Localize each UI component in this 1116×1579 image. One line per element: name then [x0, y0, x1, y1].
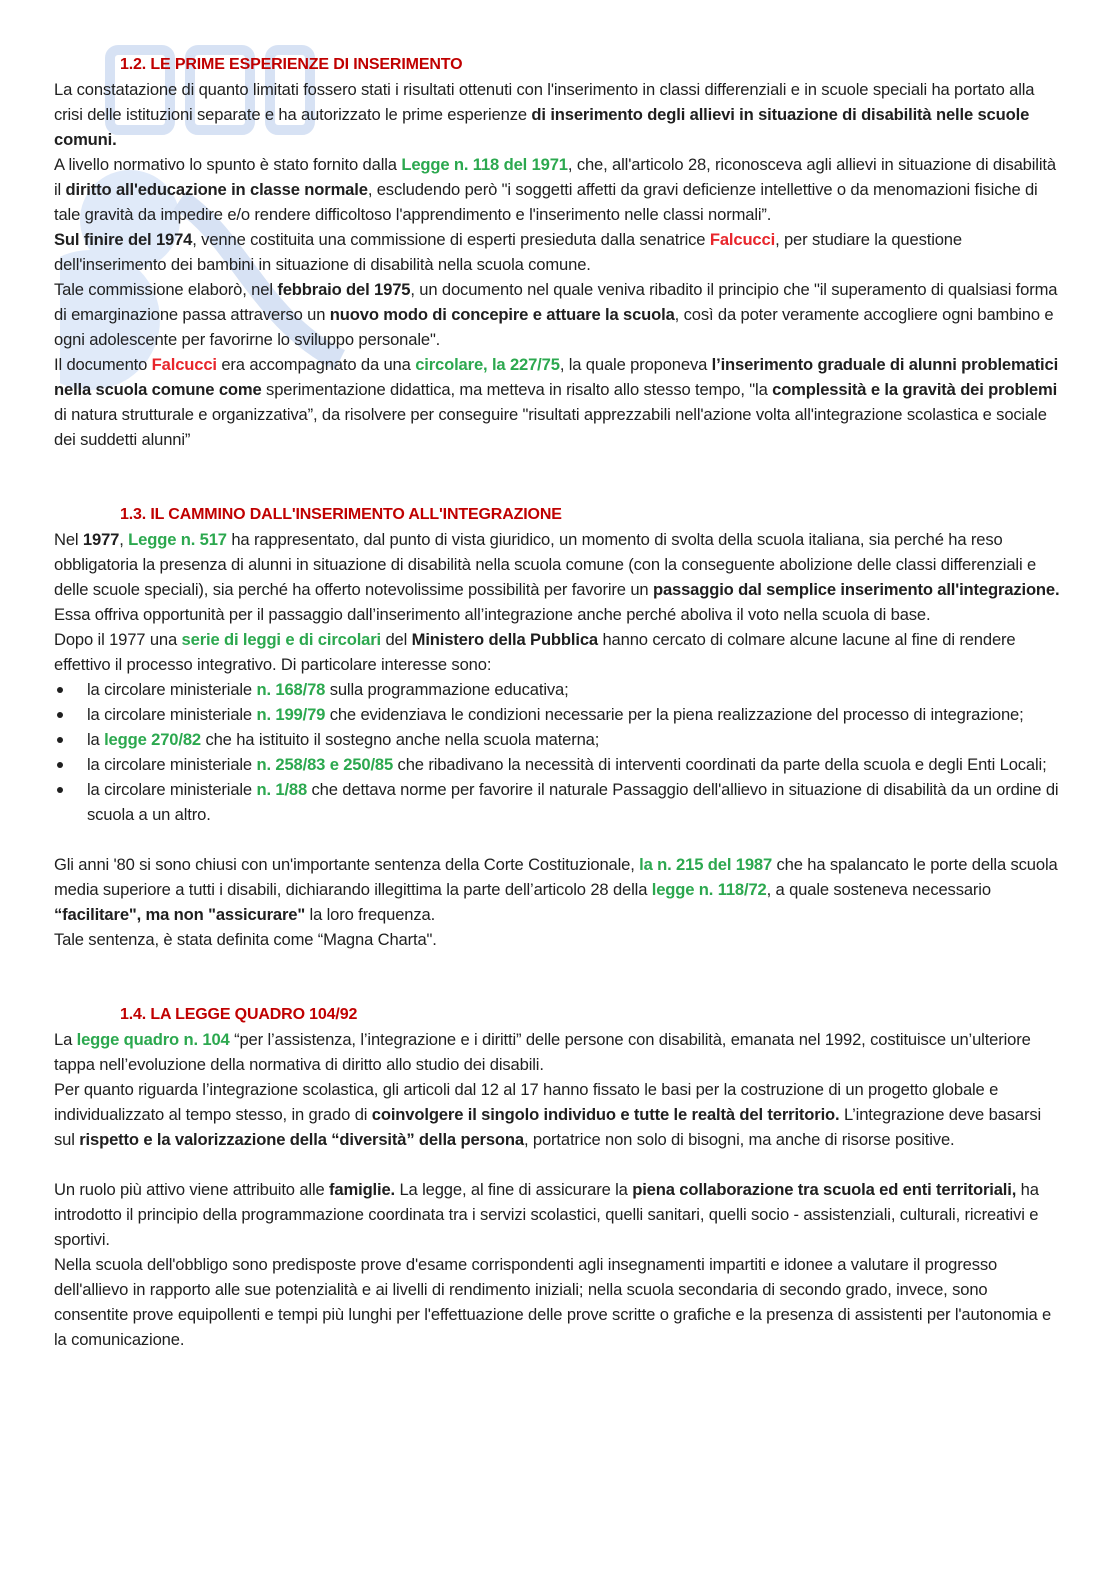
paragraph: Il documento Falcucci era accompagnato da una circolare, la 227/75, la quale proponeva l’inserimento graduale di alunni problematici nella scuola comune come sperimentazione didattica, ma metteva in risalto allo stesso tempo, "la complessità e la gravità dei problemi di natura strutturale e organizzativa”, da risolvere per conseguire "risultati apprezzabili nell'azione volta all'integrazione scolastica e sociale dei suddetti alunni” [54, 355, 1059, 449]
bullet-icon [57, 687, 63, 693]
paragraph: Dopo il 1977 una serie di leggi e di circolari del Ministero della Pubblica hanno cercato di colmare alcune lacune al fine di rendere effettivo il processo integrativo. Di particolare interesse sono: [54, 630, 1016, 674]
bullet-icon [57, 737, 63, 743]
paragraph: Essa offriva opportunità per il passaggio dall’inserimento all’integrazione anche perché aboliva il voto nella scuola di base. [54, 605, 931, 624]
bullet-icon [57, 762, 63, 768]
paragraph: Un ruolo più attivo viene attribuito alle famiglie. La legge, al fine di assicurare la piena collaborazione tra scuola ed enti territoriali, ha introdotto il principio della programmazione coordinata tra i servizi scolastici, quelli sanitari, quelli socio - assistenziali, culturali, ricreativi e sportivi. [54, 1180, 1039, 1249]
law-reference: legge quadro n. 104 [76, 1030, 230, 1049]
name-highlight: Falcucci [151, 355, 217, 374]
paragraph: Nella scuola dell'obbligo sono predisposte prove d'esame corrispondenti agli insegnamenti impartiti e idonee a valutare il progresso dell'allievo in rapporto alle sue potenzialità e ai livelli di rendimento iniziali; nella scuola secondaria di secondo grado, invece, sono consentite prove equipollenti e tempi più lunghi per l'effettuazione delle prove scritte o grafiche e la presenza di assistenti per l'autonomia e la comunicazione. [54, 1255, 1052, 1349]
law-reference: Legge n. 517 [128, 530, 227, 549]
bullet-icon [57, 787, 63, 793]
list-item: la circolare ministeriale n. 168/78 sulla programmazione educativa; [54, 677, 1064, 702]
law-reference: Legge n. 118 del 1971 [401, 155, 568, 174]
law-reference: legge 270/82 [104, 730, 201, 749]
list-item: la circolare ministeriale n. 1/88 che dettava norme per favorire il naturale Passaggio dell'allievo in situazione di disabilità da un ordine di scuola a un altro. [54, 777, 1064, 827]
law-reference: legge n. 118/72 [651, 880, 767, 899]
list-item: la legge 270/82 che ha istituito il sostegno anche nella scuola materna; [54, 727, 1064, 752]
law-reference: n. 168/78 [256, 680, 326, 699]
bullet-icon [57, 712, 63, 718]
document-page [54, 52, 1064, 1352]
paragraph: Gli anni '80 si sono chiusi con un'importante sentenza della Corte Costituzionale, la n. 215 del 1987 che ha spalancato le porte della scuola media superiore a tutti i disabili, dichiarando illegittima la parte dell’articolo 28 della legge n. 118/72, a quale sosteneva necessario “facilitare", ma non "assicurare" la loro frequenza. [54, 855, 1058, 924]
section-heading-1-2: 1.2. LE PRIME ESPERIENZE DI INSERIMENTO [120, 56, 463, 73]
law-reference: n. 1/88 [256, 780, 308, 799]
law-reference: la n. 215 del 1987 [639, 855, 773, 874]
law-reference: n. 258/83 e 250/85 [256, 755, 394, 774]
law-reference: circolare, la 227/75 [415, 355, 560, 374]
paragraph: La constatazione di quanto limitati fossero stati i risultati ottenuti con l'inserimento in classi differenziali e in scuole speciali ha portato alla crisi delle istituzioni separate e ha autorizzato le prime esperienze di inserimento degli allievi in situazione di disabilità nelle scuole comuni. [54, 80, 1035, 149]
paragraph: Nel 1977, Legge n. 517 ha rappresentato, dal punto di vista giuridico, un momento di svolta della scuola italiana, sia perché ha reso obbligatoria la presenza di alunni in situazione di disabilità nella scuola comune (con la conseguente abolizione delle classi differenziali e delle scuole speciali), sia perché ha offerto notevolissime possibilità per favorire un passaggio dal semplice inserimento all'integrazione. [54, 530, 1060, 599]
paragraph: Tale commissione elaborò, nel febbraio del 1975, un documento nel quale veniva ribadito il principio che "il superamento di qualsiasi forma di emarginazione passa attraverso un nuovo modo di concepire e attuare la scuola, così da poter veramente accogliere ogni bambino e ogni adolescente per favorirne lo sviluppo personale". [54, 280, 1058, 349]
paragraph: Per quanto riguarda l’integrazione scolastica, gli articoli dal 12 al 17 hanno fissato le basi per la costruzione di un progetto globale e individualizzato al tempo stesso, in grado di coinvolgere il singolo individuo e tutte le realtà del territorio. L’integrazione deve basarsi sul rispetto e la valorizzazione della “diversità” della persona, portatrice non solo di bisogni, ma anche di risorse positive. [54, 1080, 1042, 1149]
section-heading-1-3: 1.3. IL CAMMINO DALL'INSERIMENTO ALL'INTEGRAZIONE [120, 506, 562, 523]
list-item: la circolare ministeriale n. 258/83 e 250/85 che ribadivano la necessità di interventi coordinati da parte della scuola e degli Enti Locali; [54, 752, 1064, 777]
name-highlight: Falcucci [709, 230, 776, 249]
paragraph: La legge quadro n. 104 “per l’assistenza, l’integrazione e i diritti” delle persone con disabilità, emanata nel 1992, costituisce un’ulteriore tappa nell’evoluzione della normativa di diritto allo studio dei disabili. [54, 1030, 1031, 1074]
circolari-list [54, 677, 1064, 827]
paragraph: Sul finire del 1974, venne costituita una commissione di esperti presieduta dalla senatrice Falcucci, per studiare la questione dell'inserimento dei bambini in situazione di disabilità nella scuola comune. [54, 230, 962, 274]
list-item: la circolare ministeriale n. 199/79 che evidenziava le condizioni necessarie per la piena realizzazione del processo di integrazione; [54, 702, 1064, 727]
section-heading-1-4: 1.4. LA LEGGE QUADRO 104/92 [120, 1006, 358, 1023]
law-reference: n. 199/79 [256, 705, 326, 724]
paragraph: Tale sentenza, è stata definita come “Magna Charta". [54, 930, 437, 949]
paragraph: A livello normativo lo spunto è stato fornito dalla Legge n. 118 del 1971, che, all'articolo 28, riconosceva agli allievi in situazione di disabilità il diritto all'educazione in classe normale, escludendo però "i soggetti affetti da gravi deficienze intellettive o da menomazioni fisiche di tale gravità da impedire e/o rendere difficoltoso l'apprendimento e l'inserimento nelle classi normali”. [54, 155, 1056, 224]
law-reference: serie di leggi e di circolari [181, 630, 382, 649]
